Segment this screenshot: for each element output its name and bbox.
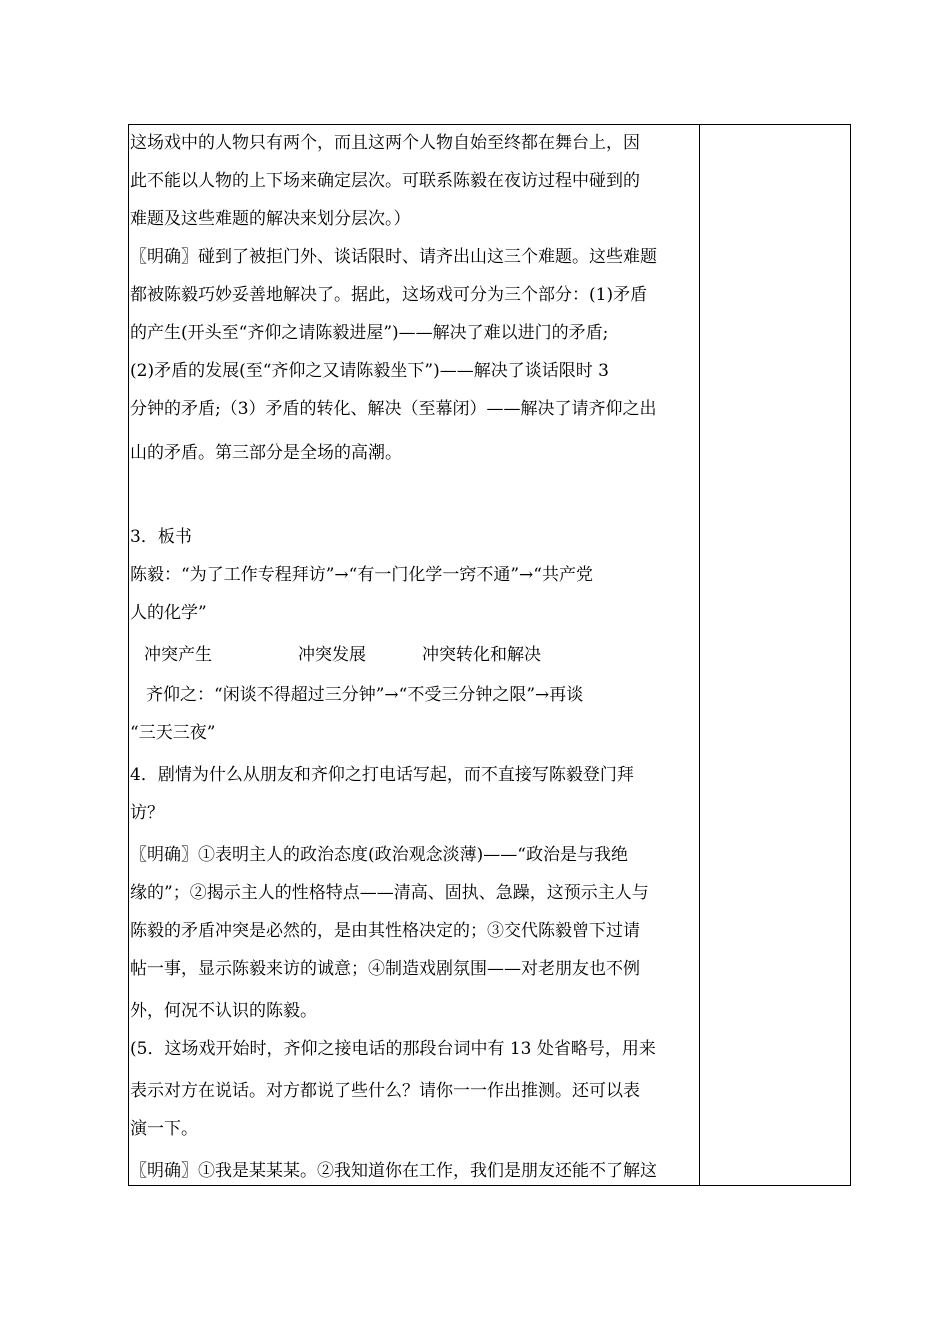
text-line: 山的矛盾。第三部分是全场的高潮。 xyxy=(130,443,402,463)
board-label-conflict-resolve: 冲突转化和解决 xyxy=(422,645,541,665)
text-line: 帖一事，显示陈毅来访的诚意；④制造戏剧氛围——对老朋友也不例 xyxy=(130,959,640,979)
question-line: 4．剧情为什么从朋友和齐仰之打电话写起，而不直接写陈毅登门拜 xyxy=(130,765,634,785)
text-line: 〖明确〗碰到了被拒门外、谈话限时、请齐出山这三个难题。这些难题 xyxy=(130,247,657,267)
section-heading: 3．板书 xyxy=(130,527,192,547)
text-line: 陈毅的矛盾冲突是必然的，是由其性格决定的；③交代陈毅曾下过请 xyxy=(130,921,640,941)
text-line: 的产生(开头至“齐仰之请陈毅进屋”)——解决了难以进门的矛盾; xyxy=(130,323,609,343)
text-line: 齐仰之：“闲谈不得超过三分钟”→“不受三分钟之限”→再谈 xyxy=(146,685,584,705)
text-line: 〖明确〗①表明主人的政治态度(政治观念淡薄)——“政治是与我绝 xyxy=(130,845,628,865)
text-line: “三天三夜” xyxy=(130,723,216,743)
text-line: 人的化学” xyxy=(130,603,207,623)
text-line: 分钟的矛盾;（3）矛盾的转化、解决（至幕闭）——解决了请齐仰之出 xyxy=(130,399,657,419)
text-line: 〖明确〗①我是某某某。②我知道你在工作，我们是朋友还能不了解这 xyxy=(130,1161,657,1181)
board-label-conflict-start: 冲突产生 xyxy=(144,645,212,665)
main-text-cell xyxy=(130,125,698,1185)
text-line: 难题及这些难题的解决来划分层次。） xyxy=(130,209,411,229)
text-line: 表示对方在说话。对方都说了些什么？请你一一作出推测。还可以表 xyxy=(130,1081,640,1101)
table-frame xyxy=(128,124,851,1186)
text-line: 访？ xyxy=(130,803,164,823)
notes-cell xyxy=(700,125,850,1185)
text-line: 陈毅：“为了工作专程拜访”→“有一门化学一窍不通”→“共产党 xyxy=(130,565,593,585)
question-line: (5．这场戏开始时，齐仰之接电话的那段台词中有 13 处省略号，用来 xyxy=(130,1039,656,1059)
text-line: 这场戏中的人物只有两个，而且这两个人物自始至终都在舞台上，因 xyxy=(130,133,640,153)
text-line: 此不能以人物的上下场来确定层次。可联系陈毅在夜访过程中碰到的 xyxy=(130,171,640,191)
text-line: 缘的”；②揭示主人的性格特点——清高、固执、急躁，这预示主人与 xyxy=(130,883,649,903)
board-label-conflict-develop: 冲突发展 xyxy=(298,645,366,665)
text-line: 演一下。 xyxy=(130,1119,198,1139)
text-line: 都被陈毅巧妙妥善地解决了。据此，这场戏可分为三个部分：(1)矛盾 xyxy=(130,285,648,305)
text-line: (2)矛盾的发展(至“齐仰之又请陈毅坐下”)——解决了谈话限时 3 xyxy=(130,361,609,381)
text-line: 外，何况不认识的陈毅。 xyxy=(130,1001,317,1021)
